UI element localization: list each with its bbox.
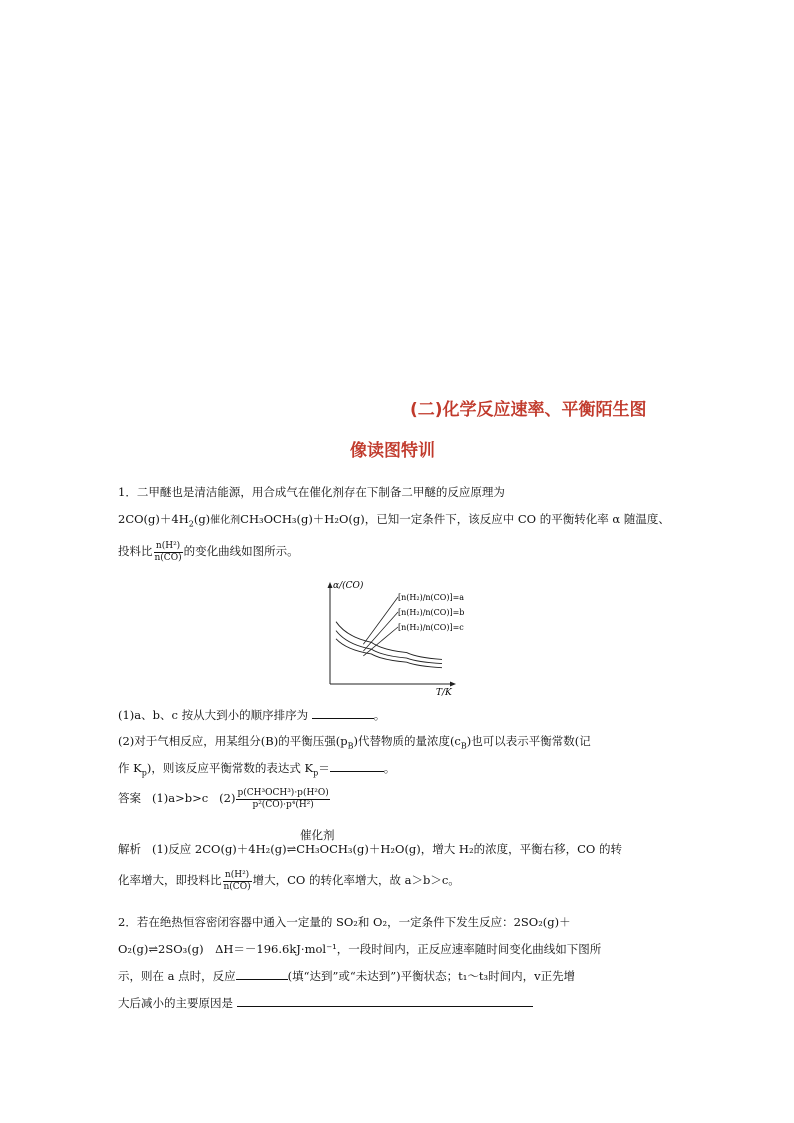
q1-sub2-line1: (2)对于气相反应，用某组分(B)的平衡压强$(p_B)$代替物质的量浓度$(c_B)$也可以表示平衡常数(记 [118,734,591,751]
q2-line3-a: 示，则在 a 点时，反应 [118,969,236,983]
q1-sub1 [118,707,385,723]
answer-label: 答案 [118,791,141,805]
q1-ratio-num: n(H²) [154,541,183,553]
answer-part2-label: (2) [219,791,236,805]
q1-eq-right: CH₃OCH₃(g)＋H₂O(g)，已知一定条件下，该反应中 CO 的平衡转化率 α 随温度、 [240,512,670,526]
q2-line4-text: 大后减小的主要原因是 [118,996,233,1010]
q1-sub1-blank[interactable] [312,707,374,719]
answer-part2-num: p(CH³OCH³)·p(H²O) [237,787,329,798]
explanation-a: (1)反应 2CO(g)＋4H₂(g) [151,842,287,856]
legend-label-2: [n(H₂)/n(CO)]=c [398,623,464,632]
q1-explanation-line1: 解析 (1)反应 2CO(g)＋4H₂(g)⇌CH₃OCH₃(g)＋H₂O(g)，增大 H₂的浓度，平衡右移，CO 的转 [118,842,622,856]
q1-sub2-e: )，则该反应平衡常数的表达式 K [146,761,314,775]
x-axis-label: T/K [436,688,452,696]
answer-part1: (1)a>b>c [151,791,209,805]
q1-explanation-line2 [118,868,460,893]
q2-line3-b: (填“达到”或“未达到”)平衡状态；t₁～t₃时间内，v正先增 [287,969,576,983]
explanation2-fraction [223,870,252,893]
page-title-line1: (二)化学反应速率、平衡陌生图 [410,400,647,420]
q2-blank1[interactable] [236,968,288,980]
q1-answer [118,786,331,811]
q1-intro: 1．二甲醚也是清洁能源，用合成气在催化剂存在下制备二甲醚的反应原理为 [118,485,505,499]
explanation2-num: n(H²) [223,870,252,882]
q1-sub2-d: 作 K [118,761,142,775]
q2-line3 [118,968,575,984]
q2-line1: 2．若在绝热恒容密闭容器中通入一定量的 SO₂和 O₂，一定条件下发生反应：2SO₂(g)＋ [118,915,571,929]
q1-ratio-den: n(CO) [154,552,182,563]
explanation-b: CH₃OCH₃(g)＋H₂O(g)，增大 H₂的浓度，平衡右移，CO 的转 [296,842,622,856]
explanation2-pre: 化率增大，即投料比 [118,873,222,887]
q1-eq-arrow: 催化剂 [210,515,241,526]
q1-ratio-post: 的变化曲线如图所示。 [183,544,299,558]
q1-sub1-text: (1)a、b、c 按从大到小的顺序排序为 [118,708,309,722]
q1-sub2-a: (2)对于气相反应，用某组分(B)的平衡压强(p [118,734,348,748]
q1-ratio-line [118,539,299,564]
q2-line4 [118,995,533,1011]
page-title-line2: 像读图特训 [350,441,435,461]
q1-sub2-b: )代替物质的量浓度(c [353,734,461,748]
y-axis-label: α/(CO) [333,581,364,591]
q1-sub2-blank[interactable] [330,760,384,772]
legend-label-0: [n(H₂)/n(CO)]=a [398,593,465,602]
q2-blank2[interactable] [237,995,533,1007]
q1-sub2-c: )也可以表示平衡常数(记 [466,734,591,748]
explanation-label: 解析 [118,842,141,856]
answer-part2-den: p²(CO)·p⁴(H²) [252,799,314,810]
q1-sub2-f: ＝ [318,761,330,775]
legend-label-1: [n(H₂)/n(CO)]=b [398,608,465,617]
x-axis-arrow [450,682,456,687]
q1-equation: $2CO(g)+4H_2(g)$催化剂CH₃OCH₃(g)＋H₂O(g)，已知一定条件下，该反应中 CO 的平衡转化率 α 随温度、 [118,512,670,529]
alpha-temperature-chart [318,578,478,696]
q1-eq-mid: (g) [193,512,211,526]
q1-ratio-pre: 投料比 [118,544,153,558]
explanation-arrow-label: 催化剂 [300,828,335,842]
q1-eq-left: 2CO(g)＋4H [118,512,189,526]
q1-sub2-g: 。 [383,761,396,775]
explanation2-post: 增大，CO 的转化率增大，故 a＞b＞c。 [252,873,460,887]
q1-ratio-fraction [154,541,183,564]
explanation2-den: n(CO) [223,881,251,892]
q1-sub2-line2: 作 $K_p$)，则该反应平衡常数的表达式 $K_p=$ 。 [118,761,396,778]
q2-line2: O₂(g)⇌2SO₃(g) ΔH＝－196.6kJ·mol⁻¹，一段时间内，正反应速率随时间变化曲线如下图所 [118,942,602,956]
answer-part2-fraction [236,788,329,811]
y-axis-arrow [328,582,333,588]
q1-sub1-end: 。 [373,708,386,722]
legend-leader-0 [363,597,398,644]
